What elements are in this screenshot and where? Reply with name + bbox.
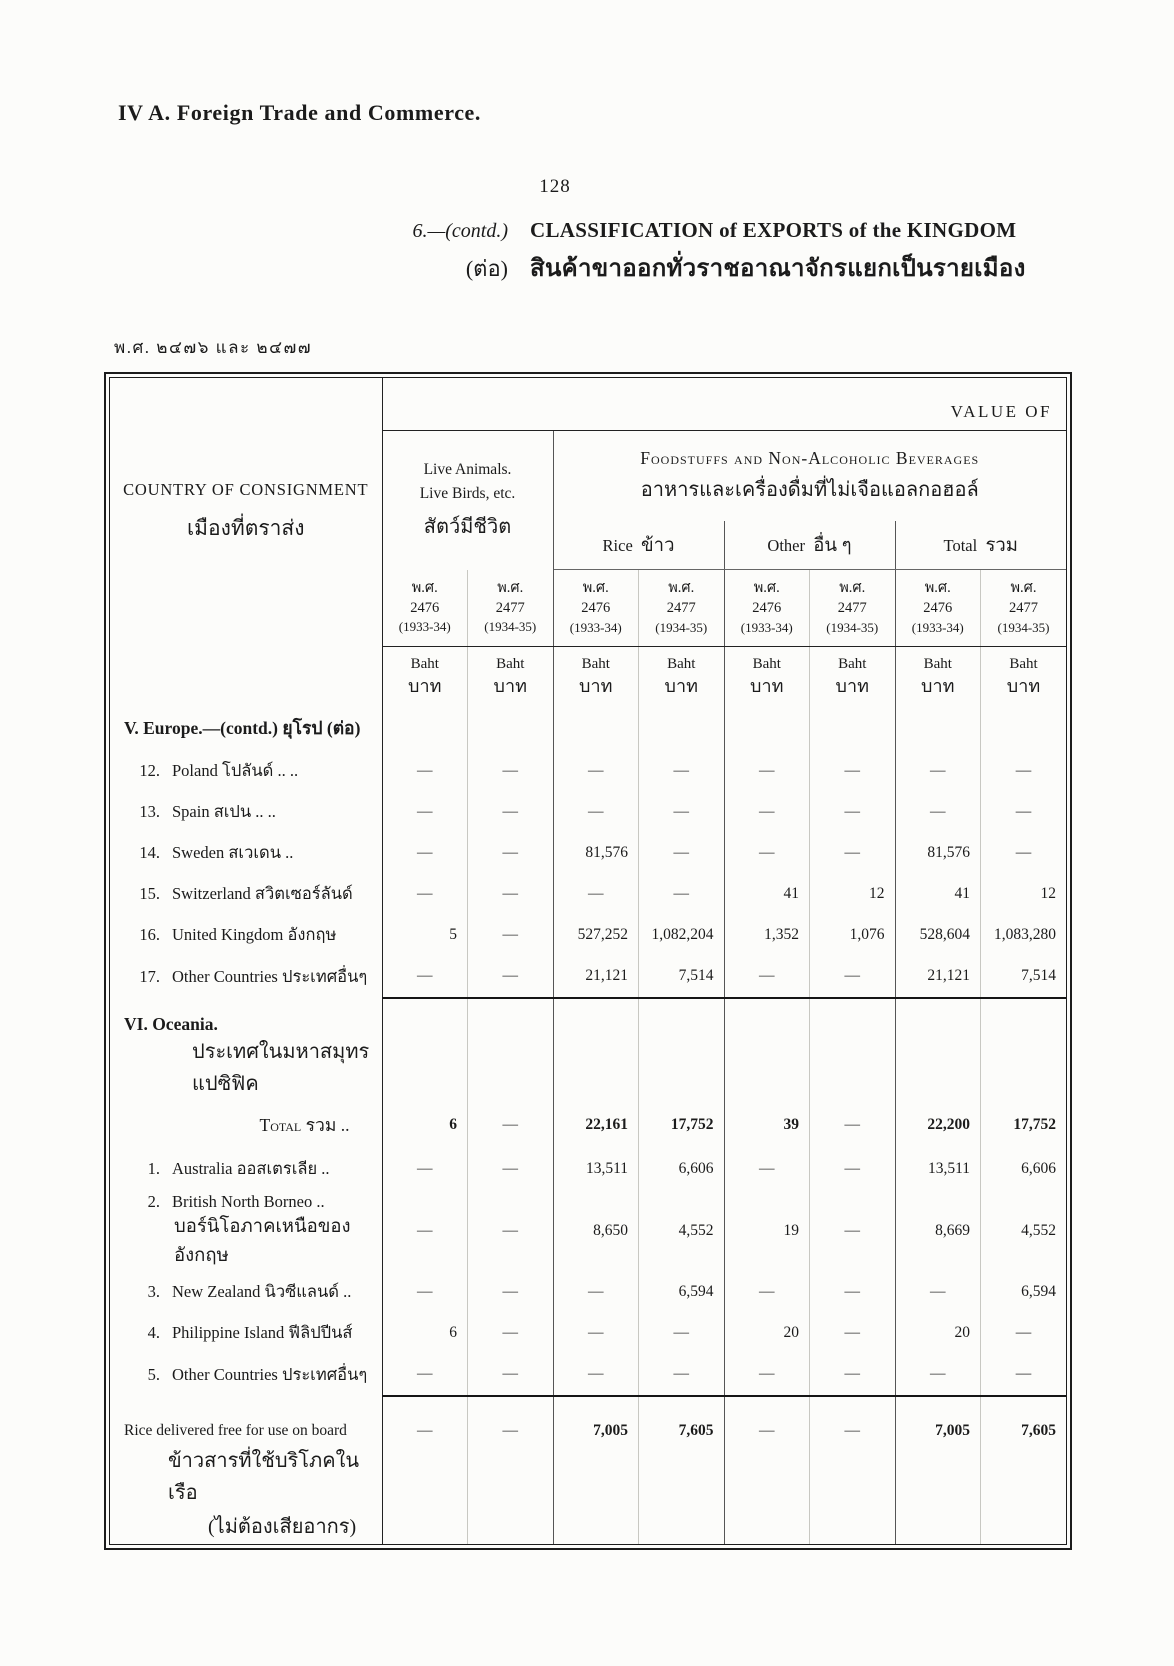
empty-cell: [981, 705, 1067, 751]
page-number: 128: [539, 176, 571, 197]
value-cell: 7,514: [639, 956, 725, 998]
table-row: [110, 1313, 1066, 1354]
value-cell: —: [468, 956, 554, 998]
value-cell: —: [468, 915, 554, 956]
value-cell: —: [895, 1272, 981, 1313]
value-cell: —: [810, 1190, 896, 1272]
value-cell: —: [553, 874, 639, 915]
value-cell: 1,352: [724, 915, 810, 956]
table-row: [110, 646, 1066, 705]
value-cell: —: [382, 1410, 468, 1544]
table-row: [110, 1354, 1066, 1396]
value-cell: —: [382, 1354, 468, 1396]
value-cell: 1,083,280: [981, 915, 1067, 956]
value-cell: —: [810, 956, 896, 998]
value-cell: —: [639, 833, 725, 874]
value-cell: —: [639, 792, 725, 833]
table-row: [110, 1149, 1066, 1190]
table-row: [110, 1396, 1066, 1410]
value-cell: —: [468, 874, 554, 915]
value-cell: —: [724, 792, 810, 833]
section-rule: [639, 998, 725, 1012]
section-rule: [382, 1396, 468, 1410]
value-cell: 5: [382, 915, 468, 956]
value-cell: —: [553, 1354, 639, 1396]
value-cell: —: [724, 956, 810, 998]
table-border: [104, 372, 1072, 1550]
empty-cell: [468, 705, 554, 751]
value-cell: 6,606: [981, 1149, 1067, 1190]
table-row: [110, 751, 1066, 792]
value-of-row: [110, 378, 1066, 431]
row-label: 16. United Kingdom อังกฤษ: [110, 915, 382, 956]
value-cell: 6,594: [639, 1272, 725, 1313]
year-header: พ.ศ. 2476 (1933-34): [382, 570, 468, 647]
section-rule: [639, 1396, 725, 1410]
table-title-block: [368, 218, 1026, 287]
value-cell: —: [639, 751, 725, 792]
value-cell: —: [382, 792, 468, 833]
value-cell: —: [810, 1272, 896, 1313]
value-cell: —: [553, 1272, 639, 1313]
section-rule: [468, 998, 554, 1012]
empty-cell: [639, 705, 725, 751]
country-header-en: COUNTRY OF CONSIGNMENT: [123, 479, 369, 499]
live-animals-line2: Live Birds, etc.: [419, 484, 516, 502]
value-cell: —: [895, 751, 981, 792]
value-cell: 8,650: [553, 1190, 639, 1272]
title-row-th: [368, 248, 1026, 287]
section-rule: [981, 998, 1067, 1012]
live-animals-header: [382, 431, 553, 570]
section-rule: [724, 998, 810, 1012]
value-cell: 12: [810, 874, 896, 915]
total-row-label: Total รวม ..: [110, 1101, 382, 1149]
value-cell: —: [724, 1410, 810, 1544]
value-cell: 1,082,204: [639, 915, 725, 956]
value-cell: —: [468, 1410, 554, 1544]
empty-cell: [895, 1012, 981, 1101]
value-cell: —: [895, 792, 981, 833]
value-cell: —: [639, 874, 725, 915]
value-cell: 527,252: [553, 915, 639, 956]
table-row: [110, 1190, 1066, 1272]
section-rule: [553, 1396, 639, 1410]
row-label: 3. New Zealand นิวซีแลนด์ ..: [110, 1272, 382, 1313]
rule-spacer: [110, 998, 382, 1012]
value-cell: 22,200: [895, 1101, 981, 1149]
section-rule: [810, 1396, 896, 1410]
value-cell: 1,076: [810, 915, 896, 956]
table-row: [110, 998, 1066, 1012]
value-cell: —: [981, 792, 1067, 833]
value-cell: 7,605: [981, 1410, 1067, 1544]
value-cell: 6,606: [639, 1149, 725, 1190]
value-cell: —: [382, 1149, 468, 1190]
empty-cell: [553, 705, 639, 751]
row-label: 5. Other Countries ประเทศอื่นๆ: [110, 1354, 382, 1396]
value-cell: —: [810, 1149, 896, 1190]
value-cell: —: [810, 1313, 896, 1354]
section-rule: [724, 1396, 810, 1410]
value-cell: —: [895, 1354, 981, 1396]
section-label: VI. Oceania. ประเทศในมหาสมุทรแปซิฟิค: [110, 1012, 382, 1101]
table-title-en: CLASSIFICATION of EXPORTS of the KINGDOM: [530, 218, 1017, 242]
value-cell: 20: [895, 1313, 981, 1354]
value-cell: 528,604: [895, 915, 981, 956]
table-row: [110, 1012, 1066, 1101]
value-cell: —: [810, 1354, 896, 1396]
value-cell: —: [382, 1190, 468, 1272]
title-row-en: [368, 218, 1026, 243]
value-cell: —: [382, 956, 468, 998]
year-header: พ.ศ. 2477 (1934-35): [981, 570, 1067, 647]
foodstuffs-header: [553, 431, 1066, 522]
table-title-th: สินค้าขาออกทั่วราชอาณาจักรแยกเป็นรายเมือง: [530, 256, 1026, 282]
table-row: [110, 915, 1066, 956]
live-animals-th: สัตว์มีชีวิต: [423, 515, 512, 538]
value-cell: —: [724, 1272, 810, 1313]
unit-cell: Baht บาท: [553, 646, 639, 705]
value-cell: 21,121: [553, 956, 639, 998]
value-cell: —: [468, 833, 554, 874]
value-of-label: VALUE OF: [382, 378, 1066, 431]
value-cell: —: [810, 751, 896, 792]
value-cell: —: [468, 1313, 554, 1354]
value-cell: —: [639, 1313, 725, 1354]
table-row: [110, 956, 1066, 998]
units-spacer: [110, 646, 382, 705]
row-label: 15. Switzerland สวิตเซอร์ลันด์: [110, 874, 382, 915]
foodstuffs-header-en: Foodstuffs and Non-Alcoholic Beverages: [640, 447, 980, 468]
value-cell: —: [468, 751, 554, 792]
country-header-th: เมืองที่ตราส่ง: [186, 515, 305, 540]
table-body: [110, 646, 1066, 1544]
value-cell: —: [382, 751, 468, 792]
value-cell: —: [810, 833, 896, 874]
value-cell: —: [981, 1354, 1067, 1396]
year-header: พ.ศ. 2476 (1933-34): [895, 570, 981, 647]
value-cell: 6: [382, 1313, 468, 1354]
value-cell: 6: [382, 1101, 468, 1149]
empty-cell: [639, 1012, 725, 1101]
year-header: พ.ศ. 2477 (1934-35): [468, 570, 554, 647]
section-rule: [553, 998, 639, 1012]
row-label: 14. Sweden สเวเดน ..: [110, 833, 382, 874]
value-cell: 19: [724, 1190, 810, 1272]
empty-cell: [382, 705, 468, 751]
value-cell: —: [981, 1313, 1067, 1354]
value-cell: 20: [724, 1313, 810, 1354]
value-cell: —: [724, 1149, 810, 1190]
section-rule: [468, 1396, 554, 1410]
value-cell: —: [553, 751, 639, 792]
value-cell: 13,511: [553, 1149, 639, 1190]
table-row: [110, 874, 1066, 915]
value-cell: —: [810, 1101, 896, 1149]
foodstuffs-header-th: อาหารและเครื่องดื่มที่ไม่เจือแอลกอฮอล์: [640, 478, 979, 501]
table-row: [110, 833, 1066, 874]
live-animals-line1: Live Animals.: [423, 460, 512, 478]
value-cell: 4,552: [981, 1190, 1067, 1272]
empty-cell: [468, 1012, 554, 1101]
empty-cell: [724, 1012, 810, 1101]
value-cell: —: [639, 1354, 725, 1396]
table-row: [110, 792, 1066, 833]
table-row: [110, 1410, 1066, 1544]
unit-cell: Baht บาท: [810, 646, 896, 705]
section-rule: [895, 1396, 981, 1410]
unit-cell: Baht บาท: [724, 646, 810, 705]
value-cell: 81,576: [553, 833, 639, 874]
section-rule: [981, 1396, 1067, 1410]
section-rule: [895, 998, 981, 1012]
value-cell: 39: [724, 1101, 810, 1149]
row-label: 2. British North Borneo .. บอร์นิโอภาคเหนือของอังกฤษ: [110, 1190, 382, 1272]
value-cell: —: [810, 1410, 896, 1544]
unit-cell: Baht บาท: [981, 646, 1067, 705]
row-label: 4. Philippine Island ฟีลิปปีนส์: [110, 1313, 382, 1354]
value-cell: —: [981, 751, 1067, 792]
value-cell: —: [468, 1354, 554, 1396]
empty-cell: [724, 705, 810, 751]
total-column-header: Total รวม: [895, 521, 1066, 570]
value-cell: 7,005: [553, 1410, 639, 1544]
table-number: 6.—(contd.): [412, 220, 508, 242]
value-cell: 7,514: [981, 956, 1067, 998]
value-cell: 7,605: [639, 1410, 725, 1544]
empty-cell: [810, 1012, 896, 1101]
country-header: [110, 378, 382, 646]
value-cell: 17,752: [639, 1101, 725, 1149]
value-cell: —: [468, 792, 554, 833]
value-cell: 17,752: [981, 1101, 1067, 1149]
year-header: พ.ศ. 2476 (1933-34): [724, 570, 810, 647]
unit-cell: Baht บาท: [382, 646, 468, 705]
row-label: 17. Other Countries ประเทศอื่นๆ: [110, 956, 382, 998]
era-note: พ.ศ. ๒๔๗๖ และ ๒๔๗๗: [114, 338, 313, 357]
value-cell: 8,669: [895, 1190, 981, 1272]
value-cell: —: [468, 1149, 554, 1190]
other-column-header: Other อื่น ๆ: [724, 521, 895, 570]
rice-column-header: Rice ข้าว: [553, 521, 724, 570]
value-cell: —: [468, 1101, 554, 1149]
empty-cell: [981, 1012, 1067, 1101]
row-label: 12. Poland โปลันด์ .. ..: [110, 751, 382, 792]
empty-cell: [895, 705, 981, 751]
year-header: พ.ศ. 2476 (1933-34): [553, 570, 639, 647]
value-cell: 41: [724, 874, 810, 915]
value-cell: —: [553, 1313, 639, 1354]
section-rule: [382, 998, 468, 1012]
table-row: [110, 705, 1066, 751]
unit-cell: Baht บาท: [639, 646, 725, 705]
empty-cell: [553, 1012, 639, 1101]
value-cell: —: [981, 833, 1067, 874]
table-row: [110, 1101, 1066, 1149]
chapter-header: IV A. Foreign Trade and Commerce.: [118, 100, 482, 125]
unit-cell: Baht บาท: [895, 646, 981, 705]
section-rule: [810, 998, 896, 1012]
empty-cell: [810, 705, 896, 751]
row-label: 1. Australia ออสเตรเลีย ..: [110, 1149, 382, 1190]
value-cell: 21,121: [895, 956, 981, 998]
value-cell: —: [468, 1190, 554, 1272]
value-cell: 41: [895, 874, 981, 915]
section-label: V. Europe.—(contd.) ยุโรป (ต่อ): [110, 705, 382, 751]
value-cell: —: [724, 1354, 810, 1396]
value-cell: 4,552: [639, 1190, 725, 1272]
value-cell: —: [724, 751, 810, 792]
footer-row-label: Rice delivered free for use on board ข้าวสารที่ใช้บริโภคในเรือ (ไม่ต้องเสียอากร): [110, 1410, 382, 1544]
unit-cell: Baht บาท: [468, 646, 554, 705]
value-cell: 13,511: [895, 1149, 981, 1190]
value-cell: —: [382, 833, 468, 874]
table-number-th: (ต่อ): [465, 256, 508, 281]
value-cell: —: [382, 874, 468, 915]
year-header: พ.ศ. 2477 (1934-35): [639, 570, 725, 647]
value-cell: 22,161: [553, 1101, 639, 1149]
row-label: 13. Spain สเปน .. ..: [110, 792, 382, 833]
value-cell: 12: [981, 874, 1067, 915]
value-cell: 7,005: [895, 1410, 981, 1544]
value-cell: 81,576: [895, 833, 981, 874]
value-cell: 6,594: [981, 1272, 1067, 1313]
rule-spacer: [110, 1396, 382, 1410]
empty-cell: [382, 1012, 468, 1101]
value-cell: —: [468, 1272, 554, 1313]
year-header: พ.ศ. 2477 (1934-35): [810, 570, 896, 647]
value-cell: —: [810, 792, 896, 833]
value-cell: —: [553, 792, 639, 833]
value-cell: —: [724, 833, 810, 874]
value-cell: —: [382, 1272, 468, 1313]
exports-table: [110, 378, 1066, 1544]
table-row: [110, 1272, 1066, 1313]
